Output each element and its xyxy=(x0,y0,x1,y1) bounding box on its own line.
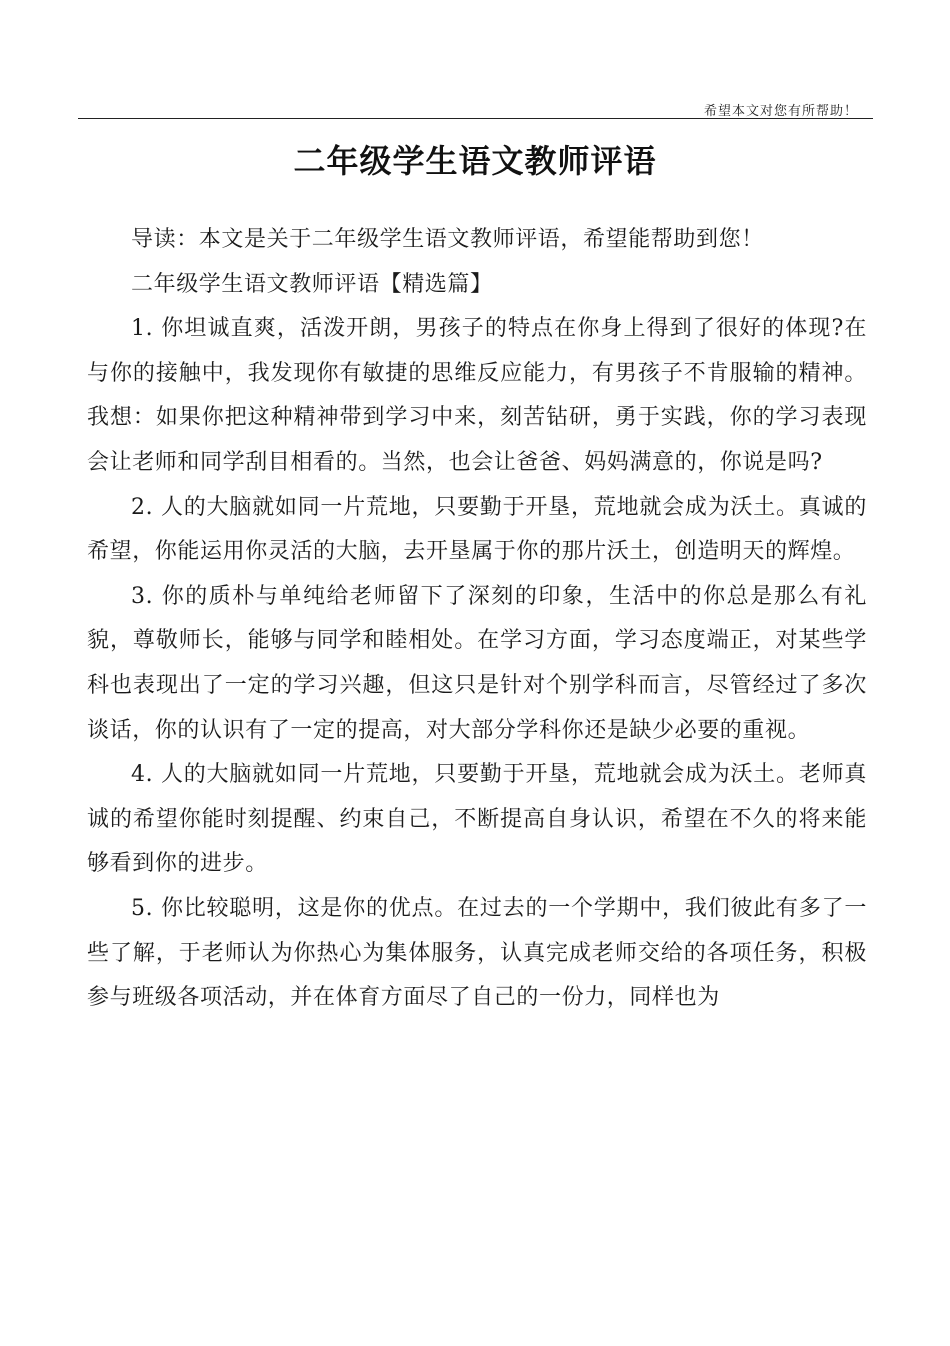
section-heading: 二年级学生语文教师评语【精选篇】 xyxy=(131,271,493,297)
comment-paragraph: 2. 人的大脑就如同一片荒地，只要勤于开垦，荒地就会成为沃土。真诚的希望，你能运用你灵活的大脑，去开垦属于你的那片沃土，创造明天的辉煌。 xyxy=(87,494,867,565)
comment-paragraph: 4. 人的大脑就如同一片荒地，只要勤于开垦，荒地就会成为沃土。老师真诚的希望你能时刻提醒、约束自己，不断提高自身认识，希望在不久的将来能够看到你的进步。 xyxy=(87,762,867,877)
document-title: 二年级学生语文教师评语 xyxy=(293,142,657,180)
header-note: 希望本文对您有所帮助！ xyxy=(703,104,858,119)
document-body xyxy=(87,218,867,1021)
comment-paragraph: 5. 你比较聪明，这是你的优点。在过去的一个学期中，我们彼此有多了一些了解，于老师认为你热心为集体服务，认真完成老师交给的各项任务，积极参与班级各项活动，并在体育方面尽了自己的一份力，同样也为 xyxy=(87,895,867,1011)
header-divider xyxy=(78,118,873,119)
comment-paragraph: 3. 你的质朴与单纯给老师留下了深刻的印象，生活中的你总是那么有礼貌，尊敬师长，能够与同学和睦相处。在学习方面，学习态度端正，对某些学科也表现出了一定的学习兴趣，但这只是针对个别学科而言，尽管经过了多次谈话，你的认识有了一定的提高，对大部分学科你还是缺少必要的重视。 xyxy=(87,583,867,743)
comment-paragraph: 1. 你坦诚直爽，活泼开朗，男孩子的特点在你身上得到了很好的体现?在与你的接触中，我发现你有敏捷的思维反应能力，有男孩子不肯服输的精神。我想：如果你把这种精神带到学习中来，刻苦钻研，勇于实践，你的学习表现会让老师和同学刮目相看的。当然，也会让爸爸、妈妈满意的，你说是吗? xyxy=(87,316,867,475)
intro-paragraph: 导读：本文是关于二年级学生语文教师评语，希望能帮助到您！ xyxy=(131,227,764,252)
